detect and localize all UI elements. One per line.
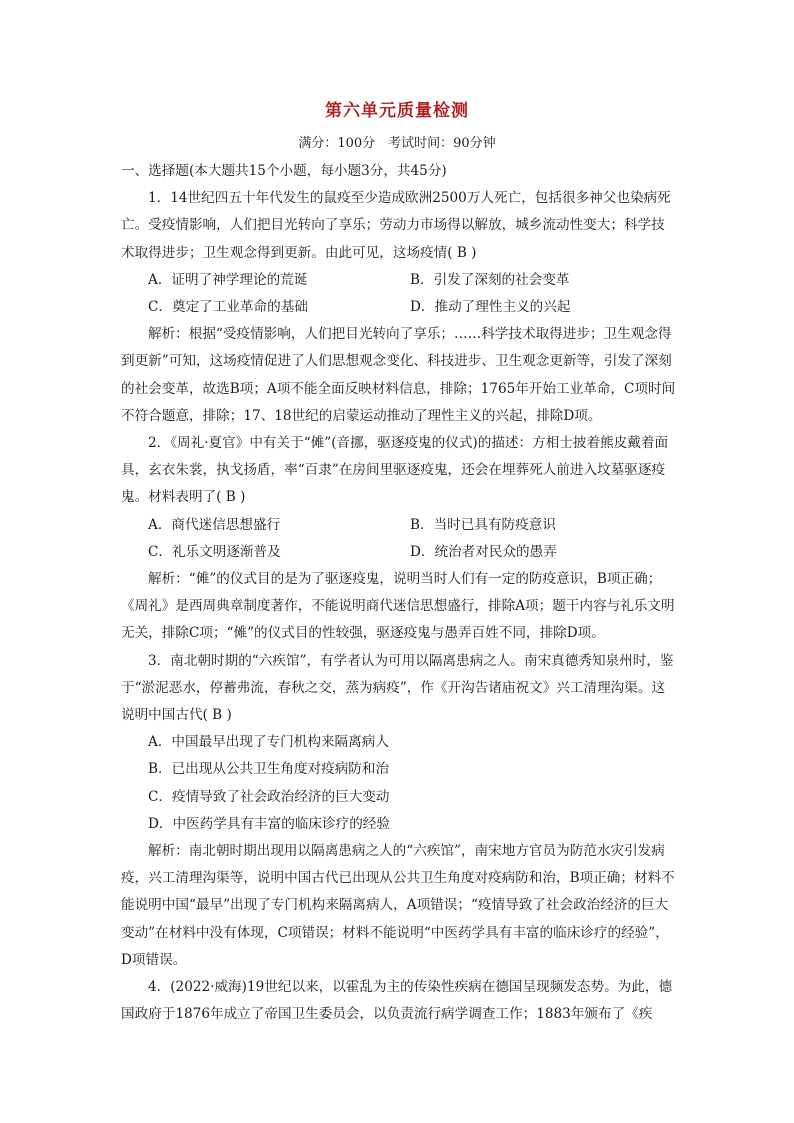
option: C．奠定了工业革命的基础 bbox=[148, 299, 308, 316]
question-stem: 2．《周礼·夏官》中有关于“傩”(音挪，驱逐疫鬼的仪式)的描述：方相士披着熊皮戴着面具，玄衣朱裳，执戈扬盾，率“百隶”在房间里驱逐疫鬼，还会在埋葬死人前进入坟墓驱逐疫鬼。材料表明了( B ) bbox=[121, 435, 669, 506]
page-title: 第六单元质量检测 bbox=[325, 101, 469, 121]
options-row bbox=[121, 294, 677, 321]
option: D．中医药学具有丰富的临床诊疗的经验 bbox=[148, 815, 390, 832]
document-body bbox=[121, 158, 677, 1029]
section-heading: 一、选择题(本大题共15个小题，每小题3分，共45分) bbox=[121, 163, 447, 179]
option: C．疫情导致了社会政治经济的巨大变动 bbox=[148, 788, 390, 805]
exam-info: 满分：100分 考试时间：90分钟 bbox=[298, 136, 496, 151]
option: D．推动了理性主义的兴起 bbox=[410, 299, 571, 316]
option: B．引发了深刻的社会变革 bbox=[410, 271, 570, 288]
analysis: 解析：“傩”的仪式目的是为了驱逐疫鬼，说明当时人们有一定的防疫意识，B项正确；《周礼》是西周典章制度著作，不能说明商代迷信思想盛行，排除A项；题干内容与礼乐文明无关，排除C项；“傩”的仪式目的性较强，驱逐疫鬼与愚弄百姓不同，排除D项。 bbox=[121, 571, 675, 642]
option: B．当时已具有防疫意识 bbox=[410, 516, 556, 533]
options-row bbox=[121, 267, 677, 294]
option: C．礼乐文明逐渐普及 bbox=[148, 543, 281, 560]
option: A．商代迷信思想盛行 bbox=[148, 516, 281, 533]
question-stem: 1．14世纪四五十年代发生的鼠疫至少造成欧洲2500万人死亡，包括很多神父也染病死亡。受疫情影响，人们把目光转向了享乐；劳动力市场得以解放，城乡流动性变大；科学技术取得进步；卫生观念得到更新。由此可见，这场疫情( B ) bbox=[121, 190, 671, 261]
analysis: 解析：南北朝时期出现用以隔离患病之人的“六疾馆”，南宋地方官员为防范水灾引发病疫，兴工清理沟渠等，说明中国古代已出现从公共卫生角度对疫病防和治，B项正确；材料不能说明中国“最早”出现了专门机构来隔离病人，A项错误；“疫情导致了社会政治经济的巨大变动”在材料中没有体现，C项错误；材料不能说明“中医药学具有丰富的临床诊疗的经验”，D项错误。 bbox=[121, 843, 675, 968]
option: A．证明了神学理论的荒诞 bbox=[148, 271, 308, 288]
options-row bbox=[121, 539, 677, 566]
question-stem: 3．南北朝时期的“六疾馆”，有学者认为可用以隔离患病之人。南宋真德秀知泉州时，鉴于“淤泥恶水，停蓄弗流，春秋之交，蒸为病疫”，作《开沟告诸庙祝文》兴工清理沟渠。这说明中国古代( B ) bbox=[121, 652, 674, 724]
option: A．中国最早出现了专门机构来隔离病人 bbox=[148, 734, 389, 751]
question-stem: 4．(2022·威海)19世纪以来，以霍乱为主的传染性疾病在德国呈现频发态势。为此，德国政府于1876年成立了帝国卫生委员会，以负责流行病学调查工作；1883年颁布了《疾 bbox=[121, 979, 673, 1023]
option: D．统治者对民众的愚弄 bbox=[410, 543, 557, 560]
options-row bbox=[121, 512, 677, 539]
option: B．已出现从公共卫生角度对疫病防和治 bbox=[148, 761, 390, 778]
analysis: 解析：根据“受疫情影响，人们把目光转向了享乐；……科学技术取得进步；卫生观念得到更新”可知，这场疫情促进了人们思想观念变化、科技进步、卫生观念更新等，引发了深刻的社会变革，故选B项；A项不能全面反映材料信息，排除；1765年开始工业革命，C项时间不符合题意，排除；17、18世纪的启蒙运动推动了理性主义的兴起，排除D项。 bbox=[121, 326, 676, 424]
